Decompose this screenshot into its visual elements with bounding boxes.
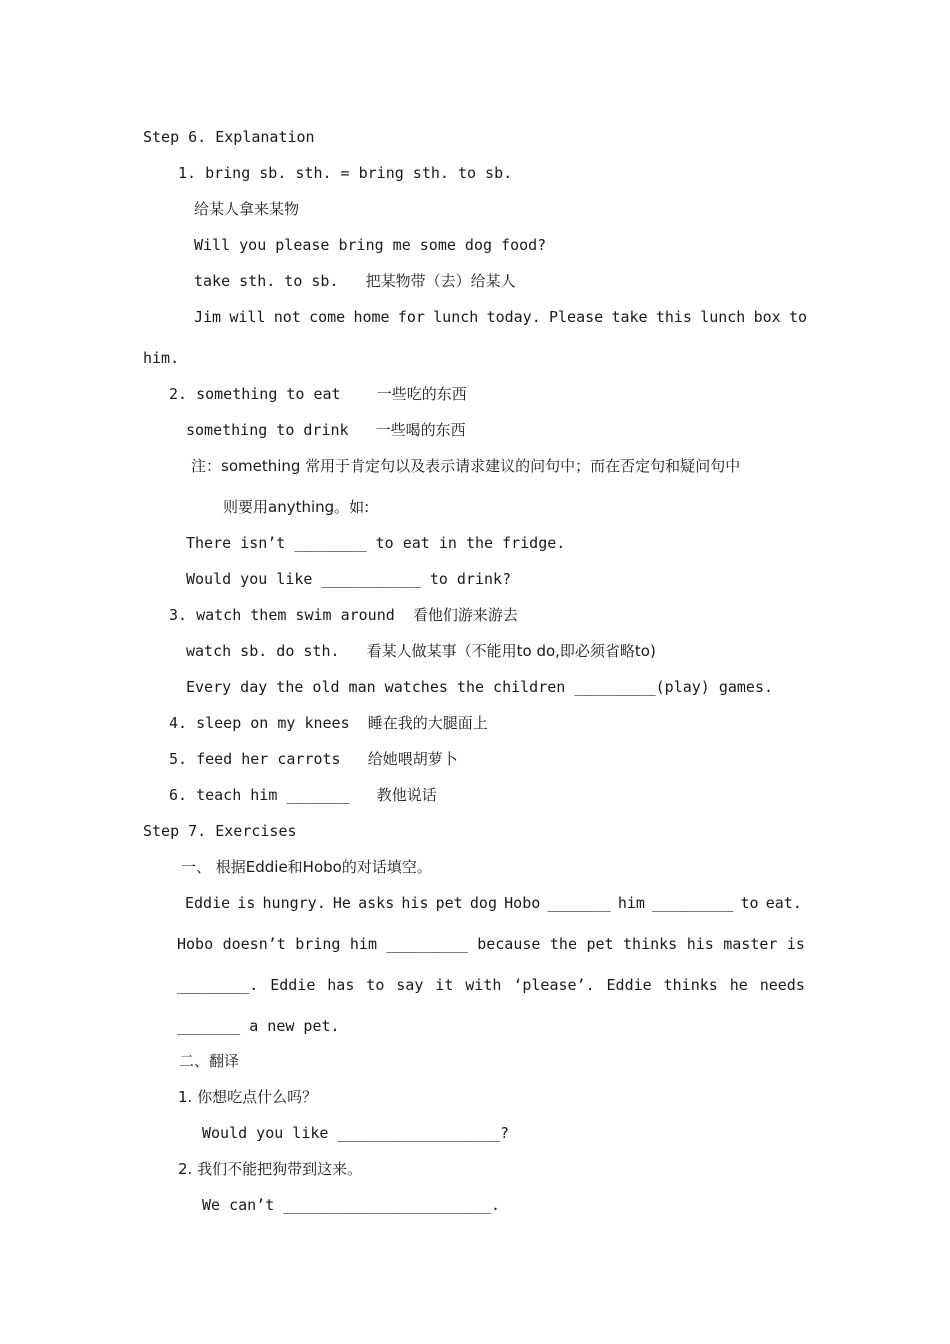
item1-head: 1. bring sb. sth. = bring sth. to sb. — [178, 164, 513, 182]
word: master — [723, 935, 778, 953]
word: with — [465, 976, 502, 994]
part2-q1: 1. 你想吃点什么吗？ — [178, 1088, 318, 1106]
item2-note-line2: 则要用anything。如: — [223, 498, 370, 516]
word: to — [788, 308, 807, 326]
part2-q1-answer: Would you like __________________? — [202, 1124, 510, 1142]
word: Please — [549, 308, 604, 326]
word: it — [435, 976, 454, 994]
word: doesn’t — [222, 935, 286, 953]
item4-line — [169, 713, 488, 733]
item6-cn: 教他说话 — [376, 786, 437, 804]
word: asks — [358, 894, 395, 912]
item3-example: Every day the old man watches the children _________(play) games. — [186, 678, 773, 696]
word: to — [740, 894, 759, 912]
take-phrase: take sth. to sb. — [194, 272, 339, 290]
word: Eddie — [606, 976, 652, 994]
word: thinks — [663, 976, 718, 994]
item2-head-cn: 一些吃的东西 — [376, 385, 467, 403]
part2-q2-answer: We can’t _______________________. — [202, 1196, 501, 1214]
item1-example1: Will you please bring me some dog food? — [194, 236, 547, 254]
word: He — [332, 894, 351, 912]
word: come — [309, 308, 346, 326]
part1-row1 — [185, 893, 802, 913]
word: Eddie — [270, 976, 316, 994]
word: bring — [295, 935, 341, 953]
item2-note-line1: 注：something 常用于肯定句以及表示请求建议的问句中；而在否定句和疑问句中 — [191, 457, 741, 475]
word: to — [366, 976, 385, 994]
word: him — [617, 894, 645, 912]
item3-head-line — [169, 605, 518, 625]
word: has — [327, 976, 355, 994]
word: home — [353, 308, 390, 326]
word: will — [229, 308, 266, 326]
blank: ________. — [177, 976, 259, 994]
word: this — [655, 308, 692, 326]
item6-line — [169, 785, 437, 805]
blank: _________ — [386, 935, 468, 953]
part1-row3 — [177, 975, 805, 995]
item5-cn: 给她喂胡萝卜 — [367, 750, 458, 768]
word: dog — [469, 894, 497, 912]
item3-line2 — [186, 641, 656, 661]
word: take — [611, 308, 648, 326]
word: box — [753, 308, 781, 326]
word: pet — [435, 894, 463, 912]
word: lunch — [700, 308, 746, 326]
item5-line — [169, 749, 458, 769]
word: his — [686, 935, 714, 953]
word: hungry. — [262, 894, 326, 912]
step6-heading: Step 6. Explanation — [143, 128, 315, 146]
word: is — [786, 935, 805, 953]
item2-head-line — [169, 384, 467, 404]
word: pet — [586, 935, 614, 953]
word: say — [396, 976, 424, 994]
word: lunch — [433, 308, 479, 326]
item6-en: 6. teach him _______ — [169, 786, 350, 804]
item3-line2-en: watch sb. do sth. — [186, 642, 340, 660]
part1-title: 一、 根据Eddie和Hobo的对话填空。 — [181, 858, 432, 876]
item1-example2 — [194, 307, 807, 327]
part1-row4: _______ a new pet. — [177, 1017, 340, 1035]
word: ‘please’. — [513, 976, 595, 994]
item3-head-cn: 看他们游来游去 — [412, 606, 518, 624]
item2-example1: There isn’t ________ to eat in the fridge. — [186, 534, 566, 552]
word: Eddie — [185, 894, 231, 912]
item1-example2-tail: him. — [143, 349, 180, 367]
step7-heading: Step 7. Exercises — [143, 822, 297, 840]
word: because — [477, 935, 541, 953]
item1-cn-meaning: 给某人拿来某物 — [194, 200, 300, 218]
word: for — [397, 308, 425, 326]
item1-take-line — [194, 271, 516, 291]
item2-head: 2. something to eat — [169, 385, 341, 403]
word: he — [729, 976, 748, 994]
item2-line2-en: something to drink — [186, 421, 349, 439]
word: thinks — [623, 935, 678, 953]
word: needs — [759, 976, 805, 994]
part1-row2 — [177, 934, 805, 954]
word: today. — [486, 308, 541, 326]
item4-en: 4. sleep on my knees — [169, 714, 350, 732]
word: his — [401, 894, 429, 912]
blank: _________ — [652, 894, 734, 912]
blank: _______ — [547, 894, 611, 912]
part2-q2: 2. 我们不能把狗带到这来。 — [178, 1160, 363, 1178]
word: not — [273, 308, 301, 326]
word: is — [237, 894, 256, 912]
item3-head: 3. watch them swim around — [169, 606, 395, 624]
take-cn: 把某物带（去）给某人 — [365, 272, 516, 290]
word: him — [349, 935, 377, 953]
item2-example2: Would you like ___________ to drink? — [186, 570, 512, 588]
word: Jim — [194, 308, 222, 326]
item2-line2 — [186, 420, 466, 440]
word: the — [549, 935, 577, 953]
word: eat. — [765, 894, 802, 912]
word: Hobo — [177, 935, 214, 953]
item2-line2-cn: 一些喝的东西 — [375, 421, 466, 439]
part2-title: 二、翻译 — [179, 1052, 240, 1070]
item4-cn: 睡在我的大腿面上 — [367, 714, 488, 732]
item3-line2-cn: 看某人做某事（不能用to do,即必须省略to) — [366, 642, 656, 660]
word: Hobo — [504, 894, 541, 912]
item5-en: 5. feed her carrots — [169, 750, 341, 768]
